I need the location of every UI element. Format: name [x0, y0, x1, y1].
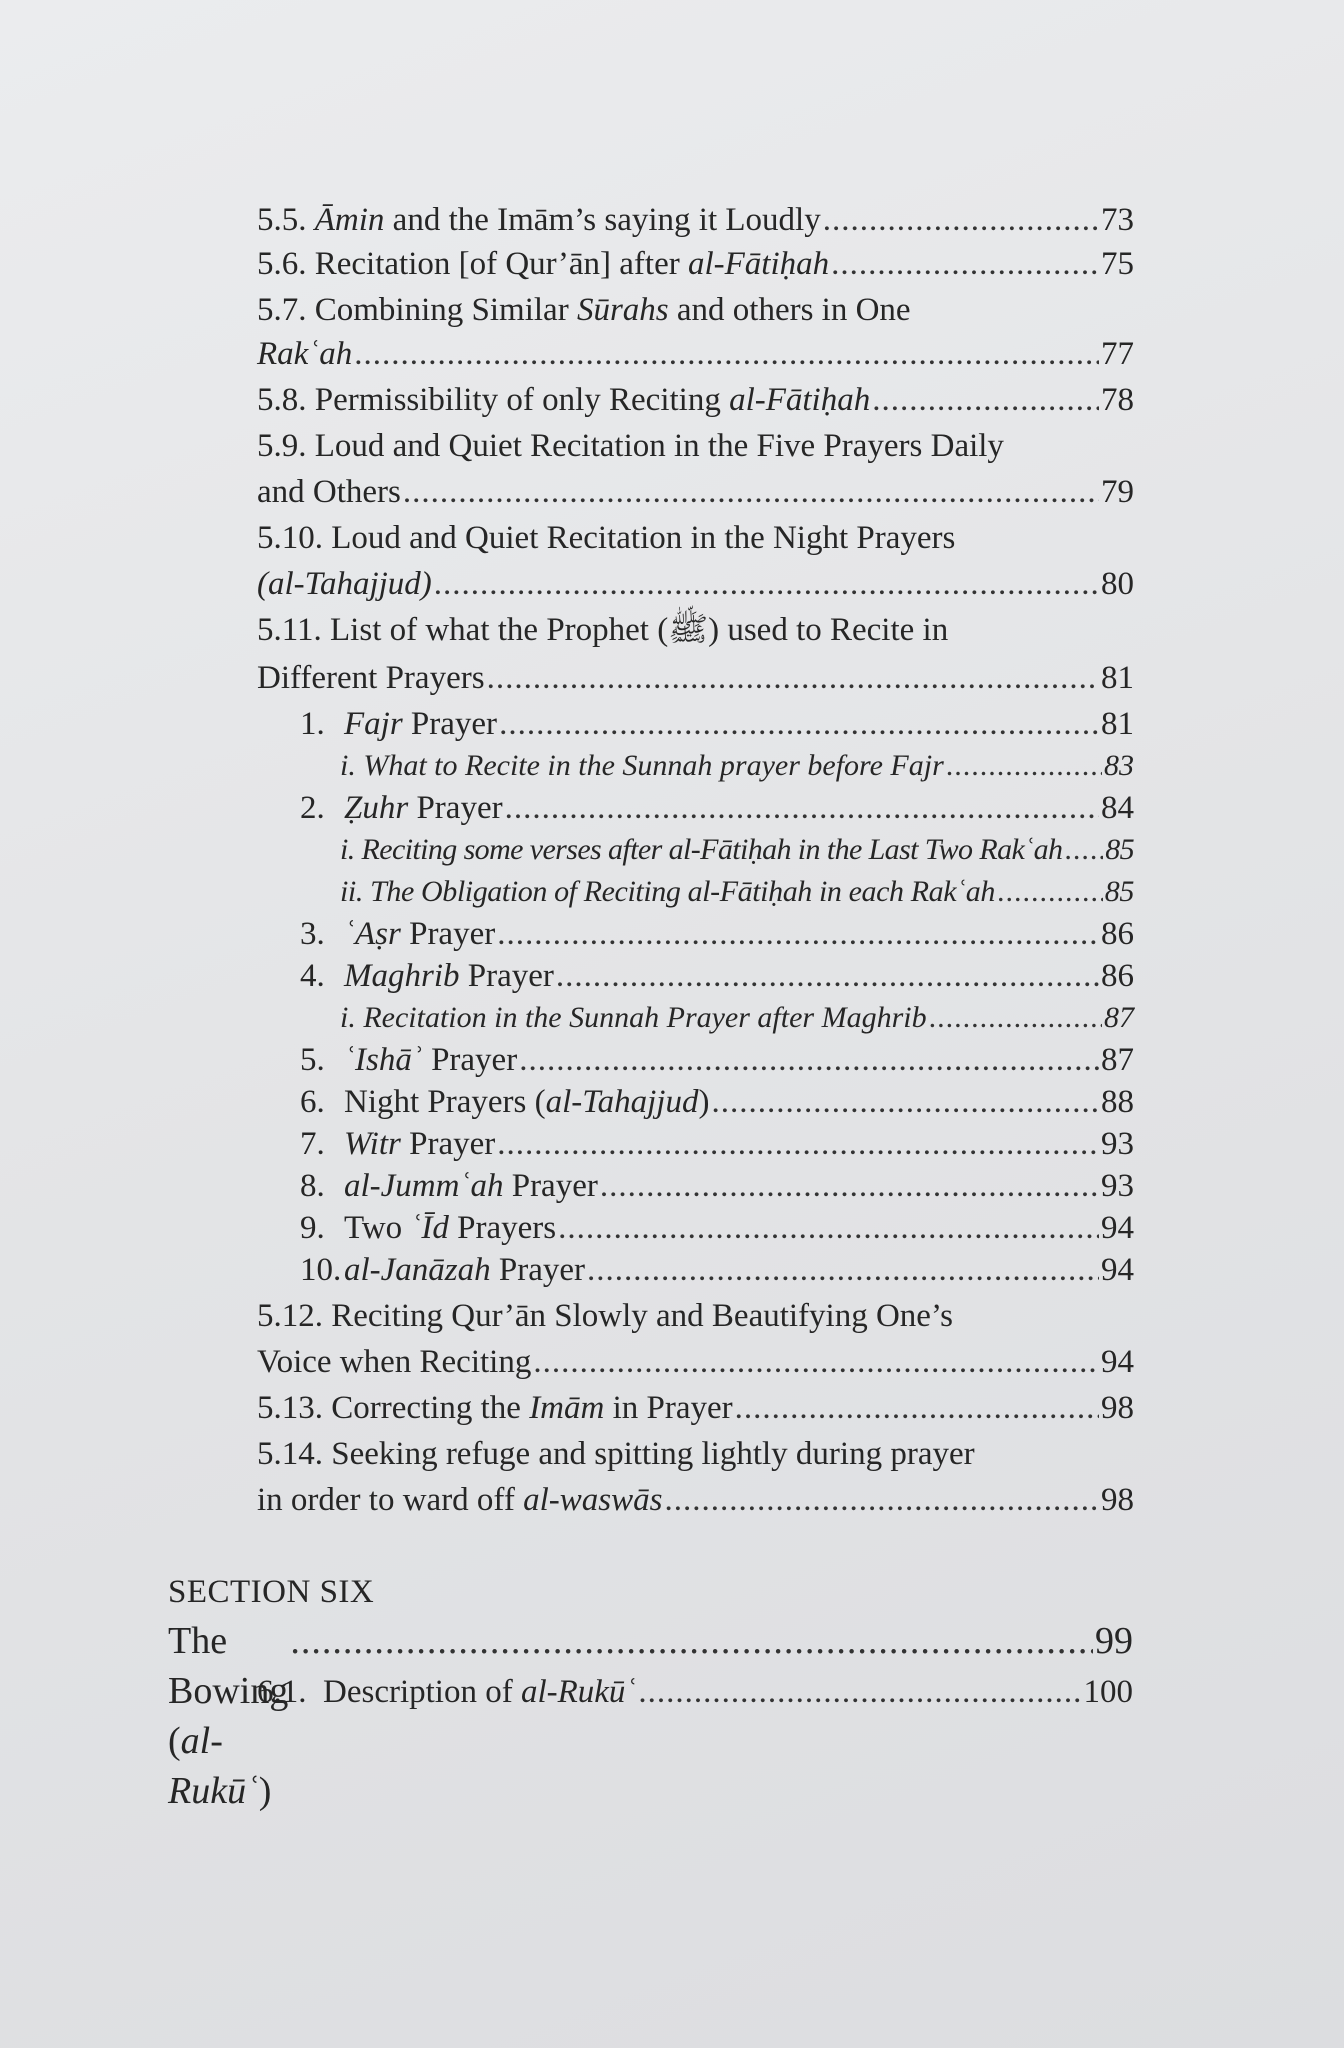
- page-number: 85: [1104, 875, 1134, 908]
- toc-entry-5-14-cont: [257, 1478, 1134, 1522]
- toc-entry-5-7: [257, 288, 1134, 332]
- entry-label: 1. Fajr Prayer: [300, 706, 498, 742]
- dot-leader: [533, 1340, 1099, 1384]
- dot-leader: [519, 1038, 1099, 1082]
- chapter-title: The Bowing (al-Rukūʿ): [168, 1620, 289, 1812]
- entry-label: Voice when Reciting: [257, 1344, 532, 1380]
- page-number: 86: [1101, 958, 1134, 994]
- dot-leader: [872, 378, 1099, 422]
- dot-leader: [1064, 828, 1103, 872]
- toc-entry-5-12-cont: [257, 1340, 1134, 1384]
- entry-label: 10.al-Janāzah Prayer: [300, 1252, 586, 1288]
- entry-label: 5.5. Āmin and the Imām’s saying it Loudly: [257, 202, 821, 238]
- page-number: 99: [1095, 1620, 1133, 1662]
- dot-leader: [497, 1122, 1099, 1166]
- page-number: 77: [1101, 336, 1134, 372]
- dot-leader: [558, 1206, 1099, 1250]
- page-number: 87: [1101, 1042, 1134, 1078]
- page-number: 86: [1101, 916, 1134, 952]
- dot-leader: [946, 744, 1102, 788]
- dot-leader: [664, 1478, 1099, 1522]
- prayer-item-eid: [300, 1206, 1134, 1250]
- dot-leader: [403, 470, 1099, 514]
- toc-entry-5-10: [257, 516, 1134, 560]
- page-number: 79: [1101, 474, 1134, 510]
- page-number: 85: [1105, 833, 1134, 866]
- page-number: 80: [1101, 566, 1134, 602]
- entry-label: 5.10. Loud and Quiet Recitation in the Night Prayers: [257, 520, 956, 556]
- prayer-subitem: [340, 828, 1134, 872]
- dot-leader: [505, 786, 1099, 830]
- toc-entry-5-6: [257, 242, 1134, 286]
- toc-entry-5-7-cont: [257, 332, 1134, 376]
- page-number: 98: [1101, 1390, 1134, 1426]
- entry-label: 5.12. Reciting Qur’ān Slowly and Beautifying One’s: [257, 1298, 953, 1334]
- page-number: 88: [1101, 1084, 1134, 1120]
- toc-entry-5-8: [257, 378, 1134, 422]
- dot-leader: [290, 1616, 1093, 1666]
- entry-label: 6. Night Prayers (al-Tahajjud): [300, 1084, 710, 1120]
- entry-label: Rakʿah: [257, 336, 353, 372]
- entry-label: 5.13. Correcting the Imām in Prayer: [257, 1390, 733, 1426]
- dot-leader: [497, 912, 1099, 956]
- toc-entry-5-14: [257, 1432, 1134, 1476]
- prayer-item-isha: [300, 1038, 1134, 1082]
- dot-leader: [929, 996, 1102, 1040]
- prayer-item-asr: [300, 912, 1134, 956]
- entry-label: 5.7. Combining Similar Sūrahs and others in One: [257, 292, 911, 328]
- prayer-item-janazah: [300, 1248, 1134, 1292]
- page-number: 84: [1101, 790, 1134, 826]
- toc-entry-5-11: [257, 608, 1134, 652]
- prayer-item-jumuah: [300, 1164, 1134, 1208]
- entry-label: and Others: [257, 474, 401, 510]
- prayer-subitem: [340, 744, 1134, 788]
- entry-label: 5.8. Permissibility of only Reciting al-Fātiḥah: [257, 382, 871, 418]
- page-number: 78: [1101, 382, 1134, 418]
- entry-label: 4. Maghrib Prayer: [300, 958, 554, 994]
- dot-leader: [735, 1386, 1099, 1430]
- page-number: 87: [1104, 1001, 1134, 1034]
- dot-leader: [997, 870, 1103, 914]
- toc-entry-5-9: [257, 424, 1134, 468]
- dot-leader: [556, 954, 1099, 998]
- entry-label: 3. ʿAṣr Prayer: [300, 916, 496, 952]
- dot-leader: [434, 562, 1099, 606]
- entry-label: 6.1. Description of al-Rukūʿ: [257, 1674, 637, 1710]
- page-number: 83: [1104, 749, 1134, 782]
- page-number: 75: [1101, 246, 1134, 282]
- page-number: 81: [1101, 660, 1134, 696]
- entry-label: 5.11. List of what the Prophet (ﷺ) used to Recite in: [257, 612, 949, 648]
- toc-entry-6-1: [257, 1670, 1133, 1714]
- entry-label: 5.6. Recitation [of Qur’ān] after al-Fātiḥah: [257, 246, 830, 282]
- entry-label: 5.9. Loud and Quiet Recitation in the Five Prayers Daily: [257, 428, 1004, 464]
- prayer-subitem: [340, 870, 1134, 914]
- entry-label: ii. The Obligation of Reciting al-Fātiḥah in each Rakʿah: [340, 875, 995, 908]
- entry-label: 2. Ẓuhr Prayer: [300, 790, 503, 826]
- prayer-item-witr: [300, 1122, 1134, 1166]
- entry-label: 9. Two ʿĪd Prayers: [300, 1210, 557, 1246]
- prayer-subitem: [340, 996, 1134, 1040]
- entry-label: 8. al-Jummʿah Prayer: [300, 1168, 598, 1204]
- toc-entry-5-5: [257, 198, 1134, 242]
- prayer-item-night: [300, 1080, 1134, 1124]
- page-number: 73: [1101, 202, 1134, 238]
- page-number: 94: [1101, 1344, 1134, 1380]
- page-number: 100: [1083, 1674, 1133, 1710]
- entry-label: i. Recitation in the Sunnah Prayer after Maghrib: [340, 1001, 927, 1034]
- entry-label: 7. Witr Prayer: [300, 1126, 496, 1162]
- entry-label: Different Prayers: [257, 660, 485, 696]
- dot-leader: [711, 1080, 1099, 1124]
- section-heading: SECTION SIX: [168, 1574, 375, 1610]
- toc-entry-5-13: [257, 1386, 1134, 1430]
- entry-label: i. What to Recite in the Sunnah prayer before Fajr: [340, 749, 944, 782]
- page-number: 94: [1101, 1252, 1134, 1288]
- dot-leader: [831, 242, 1099, 286]
- prayer-item-zuhr: [300, 786, 1134, 830]
- dot-leader: [354, 332, 1099, 376]
- page-number: 98: [1101, 1482, 1134, 1518]
- entry-label: 5. ʿIshāʾ Prayer: [300, 1042, 518, 1078]
- dot-leader: [499, 702, 1099, 746]
- page-number: 94: [1101, 1210, 1134, 1246]
- prayer-item-maghrib: [300, 954, 1134, 998]
- entry-label: (al-Tahajjud): [257, 566, 432, 602]
- page-number: 93: [1101, 1126, 1134, 1162]
- toc-entry-5-12: [257, 1294, 1134, 1338]
- prayer-item-fajr: [300, 702, 1134, 746]
- page-number: 81: [1101, 706, 1134, 742]
- dot-leader: [587, 1248, 1099, 1292]
- entry-label: i. Reciting some verses after al-Fātiḥah in the Last Two Rakʿah: [340, 833, 1063, 866]
- toc-entry-5-10-cont: [257, 562, 1134, 606]
- page-number: 93: [1101, 1168, 1134, 1204]
- toc-entry-5-11-cont: [257, 656, 1134, 700]
- dot-leader: [487, 656, 1099, 700]
- dot-leader: [600, 1164, 1099, 1208]
- toc-entry-5-9-cont: [257, 470, 1134, 514]
- dot-leader: [638, 1670, 1081, 1714]
- entry-label: 5.14. Seeking refuge and spitting lightly during prayer: [257, 1436, 975, 1472]
- entry-label: in order to ward off al-waswās: [257, 1482, 663, 1518]
- dot-leader: [823, 198, 1099, 242]
